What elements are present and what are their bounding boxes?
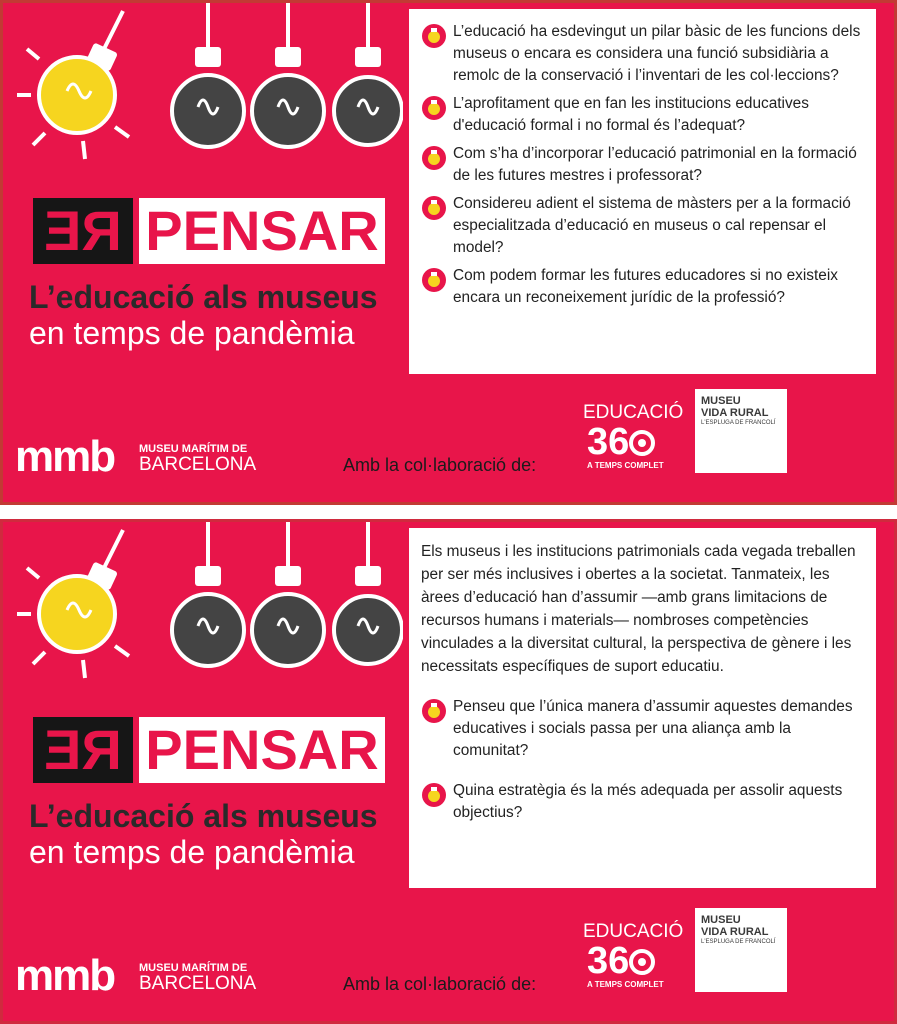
question-text: Com s’ha d’incorporar l’educació patrimonial en la formació de les futures mestres i professorat?: [453, 145, 857, 184]
dark-bulb-icon: [172, 3, 244, 147]
question-item: [421, 780, 866, 824]
mmb-museum-name: [139, 443, 256, 475]
collaboration-label: Amb la col·laboració de:: [343, 455, 537, 475]
question-item: [421, 193, 866, 259]
vida-rural-label: VIDA RURAL: [701, 407, 769, 419]
lit-bulb-icon: [17, 11, 129, 159]
edu-360-number: [583, 423, 678, 461]
question-text: L’educació ha esdevingut un pilar bàsic de les funcions dels museus o encara es considera una funció subsidiària a remolc de la conservació i l’inventari de les col·leccions?: [453, 23, 861, 84]
pensar-title: PENSAR: [139, 717, 385, 783]
question-text: Penseu que l’única manera d’assumir aquestes demandes educatives i socials passa per una aliança amb la comunitat?: [453, 698, 853, 759]
slide-panel-1: [0, 0, 897, 505]
bulb-bullet-icon: [421, 195, 447, 221]
pensar-title: PENSAR: [139, 198, 385, 264]
target-icon: [629, 949, 655, 975]
mmb-museum-name: [139, 962, 256, 994]
subtitle-line-2: en temps de pandèmia: [29, 834, 355, 870]
edu-tagline: A TEMPS COMPLET: [587, 980, 664, 989]
museu-vida-rural-logo: [695, 389, 787, 473]
mmb-name-line-1: MUSEU MARÍTIM DE: [139, 962, 248, 974]
target-center-icon: [638, 439, 646, 447]
intro-paragraph: Els museus i les institucions patrimonials cada vegada treballen per ser més inclusives i obertes a la societat. Tanmateix, les àrees d’educació han d’assumir —amb grans limitacions de recursos humans i materials— nombroses competències vinculades a la diversitat cultural, la perspectiva de gènere i les necessitats específiques de suport educatiu.: [421, 543, 856, 675]
question-item: [421, 265, 866, 309]
bulb-bullet-icon: [421, 782, 447, 808]
espluga-label: L'ESPLUGA DE FRANCOLÍ: [701, 420, 776, 426]
re-label: RE: [44, 718, 122, 781]
subtitle-line-1: L’educació als museus: [29, 279, 378, 315]
dark-bulb-icon: [172, 522, 244, 666]
dark-bulb-icon: [252, 522, 324, 666]
bulb-bullet-icon: [421, 95, 447, 121]
edu-tagline: A TEMPS COMPLET: [587, 461, 664, 470]
educacio-360-logo: [583, 921, 684, 989]
educacio-label: EDUCACIÓ: [583, 402, 684, 423]
re-label: RE: [44, 199, 122, 262]
dark-bulb-icon: [334, 522, 402, 664]
question-item: [421, 21, 866, 87]
vida-rural-label: VIDA RURAL: [701, 926, 769, 938]
target-icon: [629, 430, 655, 456]
question-item: [421, 93, 866, 137]
lit-bulb-icon: [17, 530, 129, 678]
subtitle-line-2: en temps de pandèmia: [29, 315, 355, 351]
mmb-logo: mmb: [15, 951, 115, 1000]
dark-bulb-icon: [334, 3, 402, 145]
question-text: Com podem formar les futures educadores si no existeix encara un reconeixement jurídic de la professió?: [453, 267, 838, 306]
mmb-name-line-2: BARCELONA: [139, 973, 257, 994]
question-item: [421, 696, 866, 762]
bulb-bullet-icon: [421, 145, 447, 171]
lightbulbs-illustration: [3, 3, 403, 178]
bulb-bullet-icon: [421, 698, 447, 724]
question-text: Considereu adient el sistema de màsters per a la formació especialitzada d’educació en museus o cal repensar el model?: [453, 195, 851, 256]
lightbulbs-illustration: [3, 522, 403, 697]
espluga-label: L'ESPLUGA DE FRANCOLÍ: [701, 939, 776, 945]
edu-360-digits: 36: [587, 940, 630, 982]
questions-box: [409, 528, 876, 888]
museu-label: MUSEU: [701, 914, 741, 926]
re-logo-box: [33, 198, 133, 264]
re-logo-box: [33, 717, 133, 783]
bulb-bullet-icon: [421, 267, 447, 293]
educacio-label: EDUCACIÓ: [583, 921, 684, 942]
question-text: L’aprofitament que en fan les institucions educatives d'educació formal i no formal és l’adequat?: [453, 95, 809, 134]
mmb-name-line-2: BARCELONA: [139, 454, 257, 475]
museu-vida-rural-logo: [695, 908, 787, 992]
educacio-360-logo: [583, 402, 684, 470]
mmb-name-line-1: MUSEU MARÍTIM DE: [139, 443, 248, 455]
dark-bulb-icon: [252, 3, 324, 147]
subtitle-line-1: L’educació als museus: [29, 798, 378, 834]
collaboration-label: Amb la col·laboració de:: [343, 974, 537, 994]
question-item: [421, 143, 866, 187]
questions-box: [409, 9, 876, 374]
slide-panel-2: [0, 519, 897, 1024]
museu-label: MUSEU: [701, 395, 741, 407]
edu-360-number: [583, 942, 678, 980]
target-center-icon: [638, 958, 646, 966]
question-text: Quina estratègia és la més adequada per assolir aquests objectius?: [453, 782, 843, 821]
mmb-logo: mmb: [15, 432, 115, 481]
edu-360-digits: 36: [587, 421, 630, 463]
bulb-bullet-icon: [421, 23, 447, 49]
